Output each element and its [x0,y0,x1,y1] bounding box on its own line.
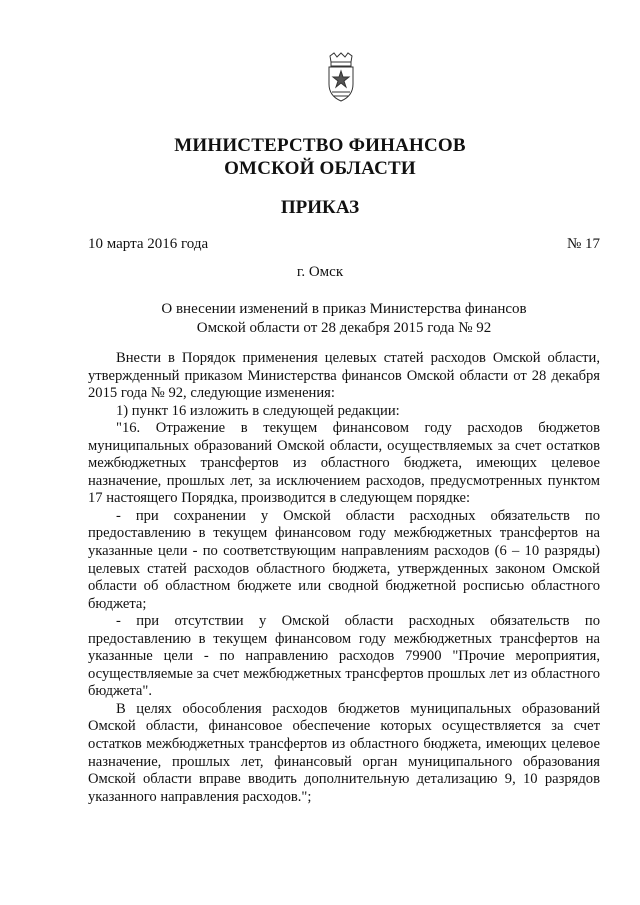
body-paragraph: Внести в Порядок применения целевых статей расходов Омской области, утвержденный приказом Министерства финансов Омской области от 28 декабря 2015 года № 92, следующие изменения: [88,350,600,402]
body-paragraph: - при сохранении у Омской области расходных обязательств по предоставлению в текущем финансовом году межбюджетных трансфертов на указанные цели - по соответствующим направлениям расходов (6 – 10 разряды) целевых статей расходов областного бюджета, утвержденных законом Омской области об областном бюджете или сводной бюджетной росписью областного бюджета; [88,507,600,612]
body-paragraph: В целях обособления расходов бюджетов муниципальных образований Омской области, финансовое обеспечение которых осуществляется за счет остатков межбюджетных трансфертов из областного бюджета, имеющих целевое назначение, прошлых лет, финансовый орган муниципального образования Омской области вправе вводить дополнительную детализацию 9, 10 разрядов указанного направления расходов."; [88,700,600,805]
ministry-title-line2: ОМСКОЙ ОБЛАСТИ [224,158,416,179]
body-paragraph: "16. Отражение в текущем финансовом году расходов бюджетов муниципальных образований Омской области, осуществляемых за счет остатков межбюджетных трансфертов из областного бюджета, имеющих целевое назначение, прошлых лет, за исключением расходов, предусмотренных пунктом 17 настоящего Порядка, производится в следующем порядке: [88,420,600,507]
body-paragraph: 1) пункт 16 изложить в следующей редакции: [116,402,400,419]
subject-line1: О внесении изменений в приказ Министерства финансов [161,301,527,317]
document-type: ПРИКАЗ [280,197,360,218]
ministry-title-line1: МИНИСТЕРСТВО ФИНАНСОВ [174,135,466,156]
document-date: 10 марта 2016 года [88,236,209,252]
subject-line2: Омской области от 28 декабря 2015 года № 92 [196,320,492,336]
document-city: г. Омск [296,264,344,280]
document-body [88,350,600,806]
document-subject [88,300,600,338]
document-number: № 17 [566,236,600,252]
body-paragraph: - при отсутствии у Омской области расходных обязательств по предоставлению в текущем финансовом году межбюджетных трансфертов на указанные цели - по направлению расходов 79900 "Прочие мероприятия, осуществляемые за счет межбюджетных трансфертов прошлых лет из областного бюджета". [88,613,600,700]
omsk-coat-of-arms-icon [326,52,356,104]
